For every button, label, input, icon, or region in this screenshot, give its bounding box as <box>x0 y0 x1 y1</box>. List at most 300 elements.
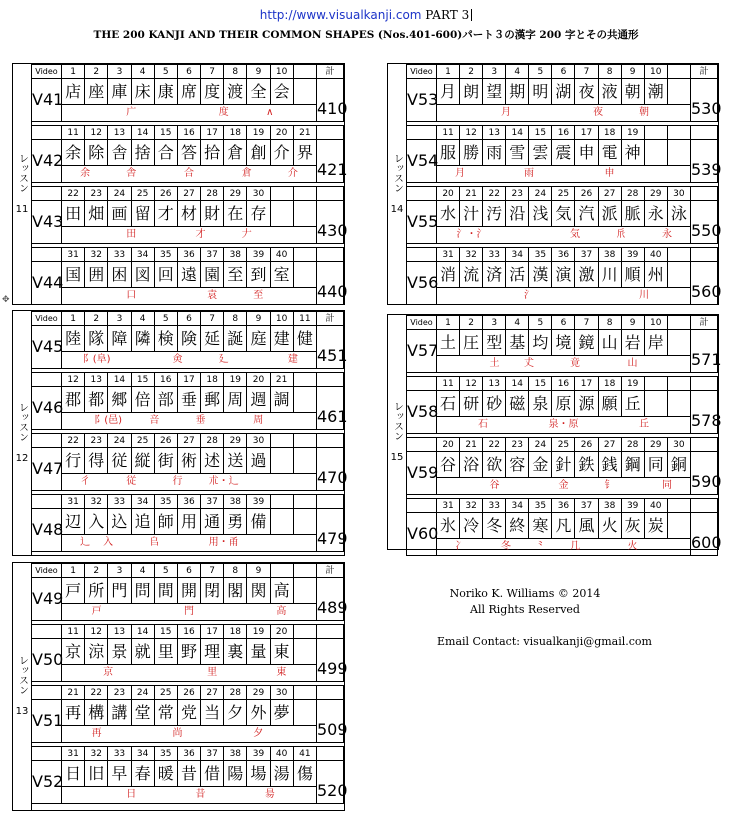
common-shape: 余 <box>80 168 91 179</box>
kanji-cell: 期 <box>506 79 529 105</box>
kanji-row <box>32 79 344 105</box>
common-shape: ∧ <box>266 107 274 118</box>
lesson-label <box>13 64 32 304</box>
common-shape: 彳 <box>80 476 91 487</box>
shape-row <box>32 166 344 183</box>
kanji-number: 18 <box>224 625 247 639</box>
kanji-cell: 雲 <box>529 140 552 166</box>
video-label[interactable]: V43 <box>32 201 62 244</box>
kanji-cell: 追 <box>131 509 154 535</box>
part-label: PART 3 <box>421 8 470 22</box>
video-label[interactable]: V57 <box>407 330 437 373</box>
kanji-number <box>293 65 316 79</box>
kanji-cell: 述 <box>201 448 224 474</box>
common-shape: 高 <box>276 606 287 617</box>
common-shape: 里 <box>207 667 218 678</box>
shape-row <box>32 227 344 244</box>
kanji-number: 38 <box>224 248 247 262</box>
kanji-cell: 隊 <box>85 326 108 352</box>
common-shape: 冬 <box>501 541 511 552</box>
running-total: 530 <box>691 79 718 122</box>
kanji-number: 26 <box>154 187 177 201</box>
kanji-number: 28 <box>621 438 644 452</box>
kanji-cell: 閣 <box>224 578 247 604</box>
common-shape-cell <box>62 413 317 430</box>
kanji-cell: 術 <box>177 448 200 474</box>
kanji-cell <box>667 140 690 166</box>
kanji-row <box>32 761 344 787</box>
kanji-number: 10 <box>270 312 293 326</box>
kanji-cell: 基 <box>506 330 529 356</box>
kanji-number: 18 <box>201 373 224 387</box>
video-label[interactable]: V59 <box>407 452 437 495</box>
common-shape: 周 <box>253 415 264 426</box>
blank-cell <box>317 495 344 509</box>
common-shape: 冫 <box>455 541 465 552</box>
kanji-cell: 明 <box>529 79 552 105</box>
common-shape: 氵 <box>524 290 534 301</box>
common-shape: 尚 <box>172 728 183 739</box>
kanji-number: 26 <box>575 438 598 452</box>
kanji-number: 37 <box>575 248 598 262</box>
common-shape: 泉・原 <box>548 419 579 430</box>
blank-cell <box>32 248 62 262</box>
number-row <box>32 686 344 700</box>
kanji-cell: 火 <box>598 513 621 539</box>
kanji-cell: 雪 <box>506 140 529 166</box>
kanji-number <box>293 564 316 578</box>
common-shape: 袁 <box>207 290 218 301</box>
common-shape: 朝 <box>639 107 649 118</box>
common-shape: 丘 <box>639 419 649 430</box>
running-total: 470 <box>317 448 344 491</box>
kanji-cell: 会 <box>270 79 293 105</box>
kanji-cell: 泳 <box>667 201 690 227</box>
shape-row <box>32 787 344 804</box>
kanji-number: 28 <box>224 686 247 700</box>
kanji-number: 32 <box>85 248 108 262</box>
kanji-number: 36 <box>177 495 200 509</box>
lesson-number: 13 <box>15 706 29 717</box>
lesson-block-12 <box>12 310 348 556</box>
kanji-number: 2 <box>85 65 108 79</box>
kanji-table <box>406 64 722 305</box>
kanji-cell: 型 <box>483 330 506 356</box>
video-label[interactable]: V45 <box>32 326 62 369</box>
kanji-number: 40 <box>270 747 293 761</box>
kanji-cell: 電 <box>598 140 621 166</box>
kanji-number: 19 <box>247 625 270 639</box>
kanji-number: 21 <box>460 187 483 201</box>
kanji-cell: 検 <box>154 326 177 352</box>
kanji-number <box>270 564 293 578</box>
kanji-cell: 備 <box>247 509 270 535</box>
kanji-cell: 漢 <box>529 262 552 288</box>
common-shape: 月 <box>455 168 465 179</box>
kanji-number: 34 <box>131 248 154 262</box>
kanji-cell: 朝 <box>621 79 644 105</box>
kanji-number: 19 <box>224 373 247 387</box>
blank-cell <box>32 373 62 387</box>
kanji-number: 16 <box>552 377 575 391</box>
common-shape: 再 <box>91 728 102 739</box>
video-label[interactable]: V52 <box>32 761 62 804</box>
kanji-number: 10 <box>644 316 667 330</box>
kanji-number: 24 <box>108 187 131 201</box>
kanji-cell <box>667 391 690 417</box>
kanji-number <box>270 434 293 448</box>
kanji-number: 21 <box>62 686 85 700</box>
kanji-cell: 余 <box>62 140 85 166</box>
common-shape: 昔 <box>195 789 206 800</box>
kanji-number: 34 <box>131 747 154 761</box>
video-label[interactable]: V51 <box>32 700 62 743</box>
kanji-cell: 在 <box>224 201 247 227</box>
shape-row <box>407 417 718 434</box>
total-header: 計 <box>691 316 718 330</box>
kanji-row <box>32 639 344 665</box>
kanji-cell: 浅 <box>529 201 552 227</box>
common-shape: 口 <box>126 290 137 301</box>
blank-cell <box>691 499 718 513</box>
common-shape: 垂 <box>195 415 206 426</box>
kanji-number: 3 <box>108 564 131 578</box>
kanji-row <box>32 387 344 413</box>
kanji-number: 25 <box>131 187 154 201</box>
kanji-row <box>32 201 344 227</box>
kanji-cell: 庭 <box>247 326 270 352</box>
kanji-number: 19 <box>621 377 644 391</box>
kanji-number <box>644 126 667 140</box>
common-shape-cell <box>437 356 691 373</box>
common-shape: 𠀋 <box>524 358 534 369</box>
kanji-cell: 汚 <box>483 201 506 227</box>
kanji-cell: 潮 <box>644 79 667 105</box>
kanji-number: 2 <box>460 65 483 79</box>
video-label[interactable]: V46 <box>32 387 62 430</box>
kanji-number: 30 <box>247 434 270 448</box>
common-shape: 従 <box>126 476 137 487</box>
kanji-number: 5 <box>529 65 552 79</box>
kanji-cell: 席 <box>177 79 200 105</box>
kanji-cell: 気 <box>552 201 575 227</box>
kanji-cell: 景 <box>108 639 131 665</box>
kanji-cell: 派 <box>598 201 621 227</box>
running-total: 590 <box>691 452 718 495</box>
common-shape: 才 <box>195 229 206 240</box>
blank-cell <box>691 248 718 262</box>
kanji-number: 24 <box>131 686 154 700</box>
kanji-cell: 険 <box>177 326 200 352</box>
kanji-number: 22 <box>483 187 506 201</box>
kanji-cell: 開 <box>177 578 200 604</box>
kanji-number: 37 <box>575 499 598 513</box>
running-total: 461 <box>317 387 344 430</box>
kanji-cell: 炭 <box>644 513 667 539</box>
kanji-number: 4 <box>506 316 529 330</box>
common-shape: 川 <box>639 290 649 301</box>
kanji-cell: 用 <box>177 509 200 535</box>
kanji-cell: 夢 <box>270 700 293 726</box>
video-label[interactable]: V50 <box>32 639 62 682</box>
video-label[interactable]: V49 <box>32 578 62 621</box>
kanji-number: 5 <box>529 316 552 330</box>
move-handle-icon[interactable]: ✥ <box>2 295 10 305</box>
blank-cell <box>691 438 718 452</box>
kanji-row <box>32 448 344 474</box>
video-label[interactable]: V55 <box>407 201 437 244</box>
kanji-cell: 砂 <box>483 391 506 417</box>
kanji-number: 22 <box>483 438 506 452</box>
kanji-cell: 倉 <box>224 140 247 166</box>
common-shape-cell <box>62 227 317 244</box>
kanji-cell: 冬 <box>483 513 506 539</box>
number-row <box>32 373 344 387</box>
kanji-number: 32 <box>85 747 108 761</box>
blank-cell <box>691 377 718 391</box>
kanji-number: 21 <box>293 126 316 140</box>
common-shape: 𠂇 <box>241 229 252 240</box>
blank-cell <box>32 187 62 201</box>
kanji-cell: 順 <box>621 262 644 288</box>
kanji-cell <box>644 391 667 417</box>
kanji-number: 20 <box>437 438 460 452</box>
kanji-cell: 激 <box>575 262 598 288</box>
kanji-cell: 行 <box>62 448 85 474</box>
kanji-number: 32 <box>85 495 108 509</box>
kanji-cell: 同 <box>644 452 667 478</box>
kanji-cell: 困 <box>108 262 131 288</box>
kanji-number: 15 <box>529 377 552 391</box>
kanji-number: 7 <box>575 65 598 79</box>
kanji-cell: 勝 <box>460 140 483 166</box>
kanji-number: 12 <box>62 373 85 387</box>
kanji-row <box>407 330 718 356</box>
running-total: 451 <box>317 326 344 369</box>
kanji-cell: 湯 <box>270 761 293 787</box>
kanji-cell: 店 <box>62 79 85 105</box>
kanji-number: 33 <box>108 747 131 761</box>
kanji-cell <box>644 140 667 166</box>
kanji-cell: 庫 <box>108 79 131 105</box>
kanji-cell: 東 <box>270 639 293 665</box>
kanji-cell <box>293 639 316 665</box>
common-shape: 火 <box>627 541 638 552</box>
kanji-number: 22 <box>62 187 85 201</box>
number-row <box>32 312 344 326</box>
kanji-cell: 岸 <box>644 330 667 356</box>
kanji-number: 21 <box>270 373 293 387</box>
kanji-number: 26 <box>575 187 598 201</box>
running-total: 430 <box>317 201 344 244</box>
running-total: 489 <box>317 578 344 621</box>
common-shape-cell <box>437 478 691 495</box>
common-shape: 𠂢 <box>616 229 626 240</box>
kanji-number: 39 <box>247 747 270 761</box>
kanji-cell: 門 <box>108 578 131 604</box>
kanji-number: 4 <box>131 564 154 578</box>
kanji-number: 23 <box>506 187 529 201</box>
number-row <box>32 248 344 262</box>
common-shape: 建 <box>287 354 298 365</box>
blank-cell <box>32 686 62 700</box>
kanji-cell: 辺 <box>62 509 85 535</box>
shape-row <box>407 356 718 373</box>
lesson-title: レッスン <box>391 400 403 441</box>
common-shape: 阝(阜) <box>82 354 111 365</box>
common-shape: 咅 <box>149 415 160 426</box>
kanji-cell: 過 <box>247 448 270 474</box>
common-shape-cell <box>62 665 317 682</box>
kanji-cell: 就 <box>131 639 154 665</box>
number-row <box>407 499 718 513</box>
kanji-cell: 早 <box>108 761 131 787</box>
kanji-cell: 室 <box>270 262 293 288</box>
kanji-cell: 郵 <box>201 387 224 413</box>
kanji-number: 4 <box>506 65 529 79</box>
kanji-number: 18 <box>598 377 621 391</box>
kanji-number: 7 <box>201 312 224 326</box>
video-label[interactable]: V48 <box>32 509 62 552</box>
kanji-number <box>667 65 690 79</box>
kanji-number: 31 <box>437 499 460 513</box>
video-header: Video <box>32 312 62 326</box>
blank-cell <box>407 438 437 452</box>
kanji-number <box>270 495 293 509</box>
video-label[interactable]: V53 <box>407 79 437 122</box>
running-total: 421 <box>317 140 344 183</box>
kanji-cell: 量 <box>247 639 270 665</box>
number-row <box>32 187 344 201</box>
shape-row <box>407 105 718 122</box>
kanji-number: 11 <box>62 126 85 140</box>
kanji-row <box>32 140 344 166</box>
blank-cell <box>317 625 344 639</box>
shape-row <box>407 288 718 305</box>
kanji-row <box>32 326 344 352</box>
kanji-number: 15 <box>131 373 154 387</box>
common-shape: 度 <box>218 107 229 118</box>
kanji-cell: 里 <box>154 639 177 665</box>
blank-cell <box>691 126 718 140</box>
shape-row <box>32 535 344 552</box>
lesson-block-14 <box>387 63 722 305</box>
kanji-number: 21 <box>460 438 483 452</box>
kanji-cell: 消 <box>437 262 460 288</box>
video-label[interactable]: V54 <box>407 140 437 183</box>
running-total: 440 <box>317 262 344 305</box>
kanji-number <box>667 126 690 140</box>
kanji-number: 17 <box>201 625 224 639</box>
video-label[interactable]: V60 <box>407 513 437 556</box>
number-row <box>407 316 718 330</box>
kanji-number: 29 <box>644 187 667 201</box>
common-shape: 気 <box>570 229 580 240</box>
kanji-cell: 構 <box>85 700 108 726</box>
kanji-cell <box>270 448 293 474</box>
kanji-number: 10 <box>270 65 293 79</box>
kanji-number: 31 <box>62 495 85 509</box>
kanji-number: 39 <box>247 248 270 262</box>
kanji-number: 5 <box>154 65 177 79</box>
kanji-cell: 望 <box>483 79 506 105</box>
kanji-number: 1 <box>62 312 85 326</box>
kanji-cell: 街 <box>154 448 177 474</box>
kanji-number: 29 <box>224 187 247 201</box>
common-shape-cell <box>62 604 317 621</box>
kanji-number: 13 <box>483 377 506 391</box>
common-shape: 广 <box>126 107 137 118</box>
common-shape: 同 <box>662 480 672 491</box>
kanji-number: 30 <box>667 438 690 452</box>
kanji-number: 39 <box>621 248 644 262</box>
kanji-number: 28 <box>201 187 224 201</box>
kanji-number: 25 <box>154 686 177 700</box>
kanji-table <box>406 315 722 556</box>
kanji-number: 1 <box>437 316 460 330</box>
kanji-cell: 鏡 <box>575 330 598 356</box>
kanji-number: 14 <box>131 625 154 639</box>
kanji-cell: 界 <box>293 140 316 166</box>
video-label[interactable]: V41 <box>32 79 62 122</box>
common-shape: 至 <box>253 290 264 301</box>
common-shape: 山 <box>627 358 638 369</box>
video-label[interactable]: V42 <box>32 140 62 183</box>
kanji-cell <box>293 79 316 105</box>
video-label[interactable]: V44 <box>32 262 62 305</box>
kanji-cell: 風 <box>575 513 598 539</box>
kanji-number: 25 <box>131 434 154 448</box>
video-label[interactable]: V56 <box>407 262 437 305</box>
kanji-cell: 朗 <box>460 79 483 105</box>
kanji-cell <box>293 201 316 227</box>
video-header: Video <box>32 65 62 79</box>
kanji-number: 7 <box>201 564 224 578</box>
common-shape: 入 <box>103 537 114 548</box>
video-label[interactable]: V47 <box>32 448 62 491</box>
kanji-cell: 原 <box>552 391 575 417</box>
total-header: 計 <box>691 65 718 79</box>
kanji-row <box>407 452 718 478</box>
kanji-number: 33 <box>108 248 131 262</box>
kanji-number: 2 <box>85 312 108 326</box>
kanji-cell: 誕 <box>224 326 247 352</box>
kanji-row <box>407 513 718 539</box>
kanji-cell: 金 <box>529 452 552 478</box>
kanji-row <box>407 79 718 105</box>
blank-cell <box>317 686 344 700</box>
kanji-number: 14 <box>131 126 154 140</box>
kanji-cell: 京 <box>62 639 85 665</box>
kanji-cell: 昔 <box>177 761 200 787</box>
running-total: 550 <box>691 201 718 244</box>
common-shape-cell <box>62 352 317 369</box>
site-link[interactable]: http://www.visualkanji.com <box>259 8 422 22</box>
kanji-number: 27 <box>177 434 200 448</box>
kanji-number: 30 <box>270 686 293 700</box>
kanji-number: 8 <box>598 316 621 330</box>
running-total: 509 <box>317 700 344 743</box>
common-shape: 钅 <box>604 480 615 491</box>
video-label[interactable]: V58 <box>407 391 437 434</box>
kanji-row <box>407 140 718 166</box>
kanji-cell: 傷 <box>293 761 316 787</box>
kanji-cell: 財 <box>201 201 224 227</box>
kanji-cell: 境 <box>552 330 575 356</box>
common-shape: 㑒 <box>172 354 183 365</box>
kanji-cell: 畑 <box>85 201 108 227</box>
kanji-number: 34 <box>131 495 154 509</box>
